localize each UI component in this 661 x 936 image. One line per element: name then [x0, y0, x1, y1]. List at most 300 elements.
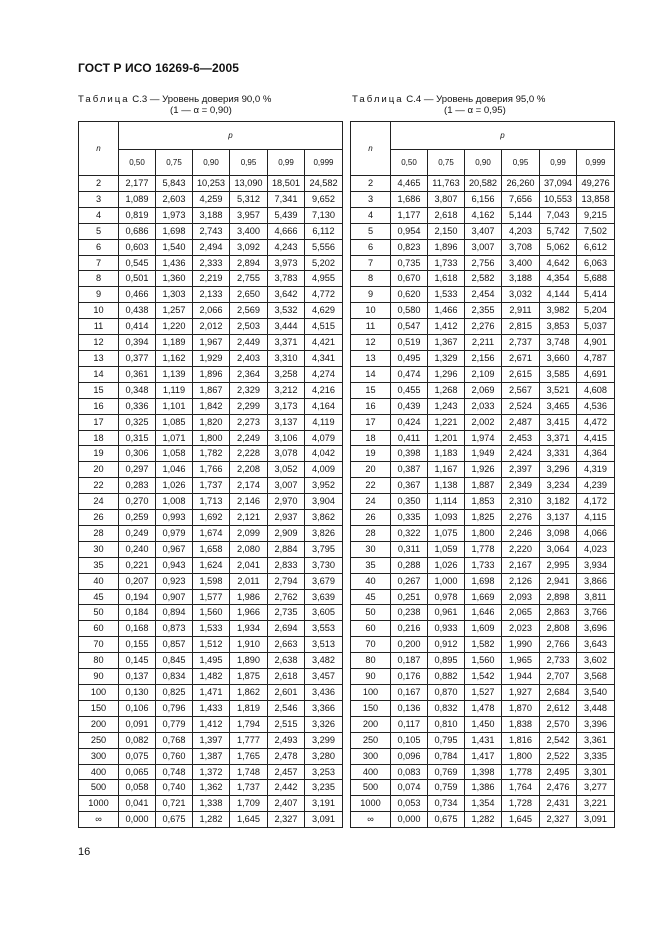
- value-cell: 0,216: [391, 621, 428, 637]
- value-cell: 3,326: [305, 716, 343, 732]
- value-cell: 2,542: [540, 732, 577, 748]
- value-cell: 3,642: [268, 287, 305, 303]
- value-cell: 4,608: [577, 382, 615, 398]
- level-header: 0,99: [540, 150, 577, 176]
- column-header-p: p: [119, 122, 343, 150]
- value-cell: 1,618: [428, 271, 465, 287]
- table-row: [79, 669, 343, 685]
- value-cell: 3,400: [502, 255, 540, 271]
- value-cell: 2,618: [428, 207, 465, 223]
- table-row: [351, 573, 615, 589]
- table-row: [79, 239, 343, 255]
- value-cell: 1,646: [465, 605, 502, 621]
- row-n-cell: 3: [351, 191, 391, 207]
- value-cell: 3,212: [268, 382, 305, 398]
- row-n-cell: 5: [351, 223, 391, 239]
- value-cell: 10,253: [193, 176, 230, 192]
- row-n-cell: 20: [351, 462, 391, 478]
- row-n-cell: 1000: [351, 796, 391, 812]
- value-cell: 10,553: [540, 191, 577, 207]
- value-cell: 1,698: [156, 223, 193, 239]
- level-header: 0,90: [193, 150, 230, 176]
- table-row: [79, 605, 343, 621]
- value-cell: 0,311: [391, 541, 428, 557]
- value-cell: 0,438: [119, 303, 156, 319]
- value-cell: 0,105: [391, 732, 428, 748]
- value-cell: 0,053: [391, 796, 428, 812]
- row-n-cell: 15: [351, 382, 391, 398]
- row-n-cell: 30: [351, 541, 391, 557]
- value-cell: 3,957: [230, 207, 268, 223]
- row-n-cell: 70: [79, 637, 119, 653]
- value-cell: 2,495: [540, 764, 577, 780]
- value-cell: 1,000: [428, 573, 465, 589]
- value-cell: 0,547: [391, 319, 428, 335]
- value-cell: 0,686: [119, 223, 156, 239]
- table-row: [79, 541, 343, 557]
- value-cell: 1,046: [156, 462, 193, 478]
- table-row: [79, 637, 343, 653]
- value-cell: 0,187: [391, 653, 428, 669]
- value-cell: 2,995: [540, 557, 577, 573]
- value-cell: 3,258: [268, 366, 305, 382]
- value-cell: 1,386: [465, 780, 502, 796]
- row-n-cell: 13: [351, 350, 391, 366]
- value-cell: 9,215: [577, 207, 615, 223]
- table-row: [79, 414, 343, 430]
- table-body: [351, 176, 615, 828]
- row-n-cell: 2: [351, 176, 391, 192]
- value-cell: 2,246: [502, 525, 540, 541]
- value-cell: 0,979: [156, 525, 193, 541]
- value-cell: 4,203: [502, 223, 540, 239]
- value-cell: 2,762: [268, 589, 305, 605]
- row-n-cell: 4: [351, 207, 391, 223]
- row-n-cell: 19: [351, 446, 391, 462]
- row-n-cell: 10: [351, 303, 391, 319]
- value-cell: 3,521: [540, 382, 577, 398]
- value-cell: 4,079: [305, 430, 343, 446]
- value-cell: 3,052: [268, 462, 305, 478]
- table-row: [351, 812, 615, 828]
- value-cell: 0,267: [391, 573, 428, 589]
- value-cell: 1,495: [193, 653, 230, 669]
- row-n-cell: 70: [351, 637, 391, 653]
- table-row: [351, 621, 615, 637]
- row-n-cell: 40: [351, 573, 391, 589]
- value-cell: 1,598: [193, 573, 230, 589]
- value-cell: 1,582: [465, 637, 502, 653]
- value-cell: 0,117: [391, 716, 428, 732]
- value-cell: 0,845: [156, 653, 193, 669]
- value-cell: 2,522: [540, 748, 577, 764]
- value-cell: 1,944: [502, 669, 540, 685]
- value-cell: 1,778: [502, 764, 540, 780]
- value-cell: 5,688: [577, 271, 615, 287]
- value-cell: 2,333: [193, 255, 230, 271]
- row-n-cell: 500: [351, 780, 391, 796]
- table-row: [351, 732, 615, 748]
- value-cell: 2,970: [268, 494, 305, 510]
- value-cell: 0,176: [391, 669, 428, 685]
- value-cell: 2,219: [193, 271, 230, 287]
- value-cell: 6,063: [577, 255, 615, 271]
- value-cell: 1,819: [230, 700, 268, 716]
- value-cell: 1,713: [193, 494, 230, 510]
- value-cell: 1,533: [193, 621, 230, 637]
- table-row: [351, 239, 615, 255]
- value-cell: 3,807: [428, 191, 465, 207]
- table-row: [79, 176, 343, 192]
- row-n-cell: 14: [79, 366, 119, 382]
- caption-text: С.3 — Уровень доверия 90,0 %: [129, 94, 272, 105]
- value-cell: 0,832: [428, 700, 465, 716]
- row-n-cell: 500: [79, 780, 119, 796]
- value-cell: 0,439: [391, 398, 428, 414]
- value-cell: 0,387: [391, 462, 428, 478]
- value-cell: 0,873: [156, 621, 193, 637]
- value-cell: 7,341: [268, 191, 305, 207]
- value-cell: 0,091: [119, 716, 156, 732]
- row-n-cell: 50: [351, 605, 391, 621]
- row-n-cell: 400: [79, 764, 119, 780]
- value-cell: 0,424: [391, 414, 428, 430]
- row-n-cell: 6: [79, 239, 119, 255]
- value-cell: 3,448: [577, 700, 615, 716]
- value-cell: 3,091: [577, 812, 615, 828]
- table-row: [79, 796, 343, 812]
- caption-prefix: Таблица: [78, 94, 130, 105]
- table-row: [351, 191, 615, 207]
- value-cell: 2,327: [540, 812, 577, 828]
- value-cell: 4,319: [577, 462, 615, 478]
- value-cell: 1,560: [193, 605, 230, 621]
- row-n-cell: 5: [79, 223, 119, 239]
- table-row: [351, 669, 615, 685]
- value-cell: 3,366: [305, 700, 343, 716]
- table-c3: [78, 121, 343, 828]
- value-cell: 4,354: [540, 271, 577, 287]
- value-cell: 4,629: [305, 303, 343, 319]
- value-cell: 0,414: [119, 319, 156, 335]
- value-cell: 1,825: [465, 510, 502, 526]
- table-row: [79, 812, 343, 828]
- value-cell: 5,414: [577, 287, 615, 303]
- value-cell: 5,037: [577, 319, 615, 335]
- row-n-cell: 90: [351, 669, 391, 685]
- value-cell: 0,620: [391, 287, 428, 303]
- value-cell: 0,221: [119, 557, 156, 573]
- value-cell: 6,612: [577, 239, 615, 255]
- row-n-cell: 28: [351, 525, 391, 541]
- row-n-cell: 16: [79, 398, 119, 414]
- value-cell: 3,585: [540, 366, 577, 382]
- value-cell: 0,411: [391, 430, 428, 446]
- value-cell: 1,089: [119, 191, 156, 207]
- value-cell: 0,168: [119, 621, 156, 637]
- value-cell: 3,866: [577, 573, 615, 589]
- table-row: [79, 335, 343, 351]
- value-cell: 3,952: [305, 478, 343, 494]
- value-cell: 2,494: [193, 239, 230, 255]
- table-row: [79, 780, 343, 796]
- value-cell: 1,875: [230, 669, 268, 685]
- value-cell: 3,436: [305, 685, 343, 701]
- value-cell: 3,811: [577, 589, 615, 605]
- value-cell: 1,926: [465, 462, 502, 478]
- value-cell: 2,650: [230, 287, 268, 303]
- value-cell: 3,904: [305, 494, 343, 510]
- value-cell: 0,759: [428, 780, 465, 796]
- row-n-cell: 18: [79, 430, 119, 446]
- value-cell: 1,990: [502, 637, 540, 653]
- value-cell: 2,743: [193, 223, 230, 239]
- value-cell: 1,800: [502, 748, 540, 764]
- table-row: [79, 191, 343, 207]
- value-cell: 0,675: [428, 812, 465, 828]
- value-cell: 4,042: [305, 446, 343, 462]
- value-cell: 3,465: [540, 398, 577, 414]
- value-cell: 2,276: [502, 510, 540, 526]
- table-c4: [350, 121, 615, 828]
- value-cell: 2,228: [230, 446, 268, 462]
- value-cell: 0,065: [119, 764, 156, 780]
- value-cell: 3,532: [268, 303, 305, 319]
- value-cell: 2,546: [268, 700, 305, 716]
- value-cell: 2,457: [268, 764, 305, 780]
- value-cell: 2,638: [268, 653, 305, 669]
- value-cell: 2,684: [540, 685, 577, 701]
- value-cell: 0,795: [428, 732, 465, 748]
- value-cell: 2,911: [502, 303, 540, 319]
- value-cell: 0,834: [156, 669, 193, 685]
- value-cell: 0,923: [156, 573, 193, 589]
- value-cell: 2,146: [230, 494, 268, 510]
- value-cell: 1,986: [230, 589, 268, 605]
- value-cell: 1,139: [156, 366, 193, 382]
- table-row: [351, 557, 615, 573]
- value-cell: 5,204: [577, 303, 615, 319]
- value-cell: 1,417: [465, 748, 502, 764]
- row-n-cell: 150: [79, 700, 119, 716]
- value-cell: 2,033: [465, 398, 502, 414]
- value-cell: 1,698: [465, 573, 502, 589]
- caption-prefix: Таблица: [352, 94, 404, 105]
- value-cell: 3,091: [305, 812, 343, 828]
- value-cell: 3,280: [305, 748, 343, 764]
- value-cell: 0,760: [156, 748, 193, 764]
- value-cell: 1,764: [502, 780, 540, 796]
- table-c3-caption: [78, 94, 348, 116]
- value-cell: 0,106: [119, 700, 156, 716]
- value-cell: 20,582: [465, 176, 502, 192]
- value-cell: 0,259: [119, 510, 156, 526]
- value-cell: 4,642: [540, 255, 577, 271]
- value-cell: 0,784: [428, 748, 465, 764]
- value-cell: 4,666: [268, 223, 305, 239]
- value-cell: 5,062: [540, 239, 577, 255]
- value-cell: 4,243: [268, 239, 305, 255]
- value-cell: 0,882: [428, 669, 465, 685]
- levels-row: [351, 150, 615, 176]
- row-n-cell: 90: [79, 669, 119, 685]
- value-cell: 0,978: [428, 589, 465, 605]
- value-cell: 0,819: [119, 207, 156, 223]
- value-cell: 4,341: [305, 350, 343, 366]
- value-cell: 1,974: [465, 430, 502, 446]
- row-n-cell: 20: [79, 462, 119, 478]
- table-row: [351, 176, 615, 192]
- value-cell: 1,282: [193, 812, 230, 828]
- value-cell: 2,156: [465, 350, 502, 366]
- table-c4-caption: [352, 94, 622, 116]
- value-cell: 3,853: [540, 319, 577, 335]
- table-row: [351, 525, 615, 541]
- row-n-cell: 17: [79, 414, 119, 430]
- value-cell: 4,066: [577, 525, 615, 541]
- row-n-cell: 150: [351, 700, 391, 716]
- value-cell: 3,795: [305, 541, 343, 557]
- value-cell: 0,394: [119, 335, 156, 351]
- value-cell: 2,755: [230, 271, 268, 287]
- value-cell: 1,397: [193, 732, 230, 748]
- value-cell: 2,737: [502, 335, 540, 351]
- value-cell: 2,407: [268, 796, 305, 812]
- value-cell: 3,182: [540, 494, 577, 510]
- value-cell: 1,624: [193, 557, 230, 573]
- value-cell: 2,150: [428, 223, 465, 239]
- value-cell: 2,364: [230, 366, 268, 382]
- value-cell: 3,482: [305, 653, 343, 669]
- row-n-cell: 45: [351, 589, 391, 605]
- row-n-cell: 250: [351, 732, 391, 748]
- value-cell: 2,937: [268, 510, 305, 526]
- value-cell: 1,540: [156, 239, 193, 255]
- value-cell: 0,155: [119, 637, 156, 653]
- value-cell: 2,002: [465, 414, 502, 430]
- value-cell: 2,766: [540, 637, 577, 653]
- value-cell: 1,737: [193, 478, 230, 494]
- row-n-cell: 200: [79, 716, 119, 732]
- value-cell: 11,763: [428, 176, 465, 192]
- value-cell: 4,421: [305, 335, 343, 351]
- row-n-cell: 40: [79, 573, 119, 589]
- value-cell: 2,099: [230, 525, 268, 541]
- value-cell: 3,371: [540, 430, 577, 446]
- value-cell: 0,933: [428, 621, 465, 637]
- value-cell: 0,145: [119, 653, 156, 669]
- value-cell: 2,503: [230, 319, 268, 335]
- value-cell: 1,782: [193, 446, 230, 462]
- value-cell: 4,144: [540, 287, 577, 303]
- row-n-cell: 35: [79, 557, 119, 573]
- value-cell: 0,315: [119, 430, 156, 446]
- value-cell: 2,794: [268, 573, 305, 589]
- value-cell: 2,612: [540, 700, 577, 716]
- level-header: 0,90: [465, 150, 502, 176]
- value-cell: 4,691: [577, 366, 615, 382]
- value-cell: 3,602: [577, 653, 615, 669]
- table-row: [79, 287, 343, 303]
- value-cell: 0,350: [391, 494, 428, 510]
- value-cell: 3,361: [577, 732, 615, 748]
- value-cell: 1,748: [230, 764, 268, 780]
- value-cell: 13,858: [577, 191, 615, 207]
- table-row: [351, 350, 615, 366]
- value-cell: 3,299: [305, 732, 343, 748]
- table-row: [351, 366, 615, 382]
- value-cell: 4,955: [305, 271, 343, 287]
- value-cell: 1,949: [465, 446, 502, 462]
- value-cell: 2,276: [465, 319, 502, 335]
- column-header-n: n: [351, 122, 391, 176]
- value-cell: 3,335: [577, 748, 615, 764]
- row-n-cell: 22: [79, 478, 119, 494]
- row-n-cell: 13: [79, 350, 119, 366]
- value-cell: 0,130: [119, 685, 156, 701]
- row-n-cell: 400: [351, 764, 391, 780]
- value-cell: 49,276: [577, 176, 615, 192]
- value-cell: 0,967: [156, 541, 193, 557]
- value-cell: 1,533: [428, 287, 465, 303]
- value-cell: 1,765: [230, 748, 268, 764]
- value-cell: 4,415: [577, 430, 615, 446]
- row-n-cell: 4: [79, 207, 119, 223]
- value-cell: 2,570: [540, 716, 577, 732]
- value-cell: 4,164: [305, 398, 343, 414]
- row-n-cell: 7: [351, 255, 391, 271]
- row-n-cell: 12: [79, 335, 119, 351]
- value-cell: 3,137: [540, 510, 577, 526]
- table-row: [79, 732, 343, 748]
- level-header: 0,95: [230, 150, 268, 176]
- value-cell: 4,472: [577, 414, 615, 430]
- value-cell: 2,299: [230, 398, 268, 414]
- table-row: [79, 525, 343, 541]
- row-n-cell: 60: [79, 621, 119, 637]
- value-cell: 3,173: [268, 398, 305, 414]
- value-cell: 4,536: [577, 398, 615, 414]
- value-cell: 1,674: [193, 525, 230, 541]
- value-cell: 3,553: [305, 621, 343, 637]
- value-cell: 1,800: [193, 430, 230, 446]
- value-cell: 3,513: [305, 637, 343, 653]
- value-cell: 1,658: [193, 541, 230, 557]
- value-cell: 1,973: [156, 207, 193, 223]
- value-cell: 3,007: [465, 239, 502, 255]
- value-cell: 0,735: [391, 255, 428, 271]
- caption-sub: (1 — α = 0,95): [444, 105, 506, 116]
- value-cell: 0,322: [391, 525, 428, 541]
- value-cell: 3,277: [577, 780, 615, 796]
- level-header: 0,50: [391, 150, 428, 176]
- table-row: [79, 207, 343, 223]
- value-cell: 2,815: [502, 319, 540, 335]
- value-cell: 3,605: [305, 605, 343, 621]
- value-cell: 0,361: [119, 366, 156, 382]
- value-cell: 3,106: [268, 430, 305, 446]
- value-cell: 2,310: [502, 494, 540, 510]
- value-cell: 2,478: [268, 748, 305, 764]
- table-row: [351, 605, 615, 621]
- table-row: [79, 573, 343, 589]
- row-n-cell: 9: [79, 287, 119, 303]
- table-row: [351, 430, 615, 446]
- value-cell: 0,398: [391, 446, 428, 462]
- value-cell: 2,569: [230, 303, 268, 319]
- table-row: [79, 685, 343, 701]
- value-cell: 2,220: [502, 541, 540, 557]
